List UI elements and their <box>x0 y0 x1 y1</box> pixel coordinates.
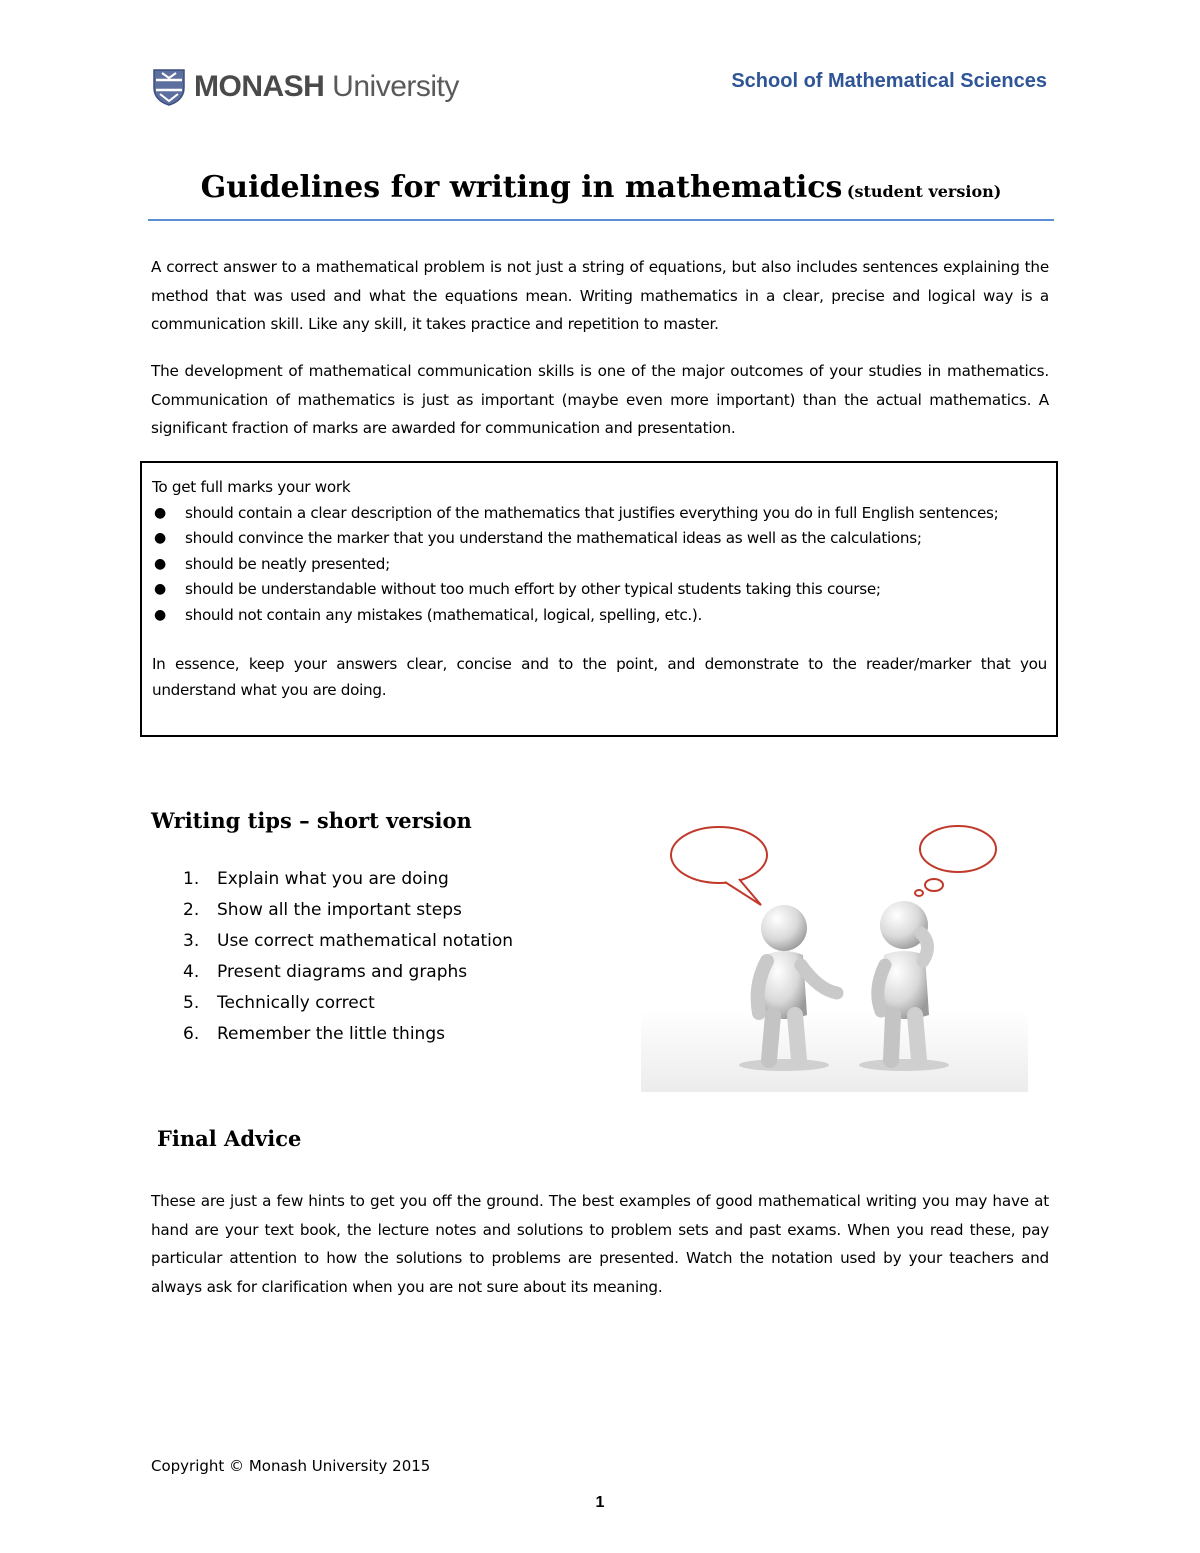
speech-bubble-icon <box>671 827 767 905</box>
list-item: 4. Present diagrams and graphs <box>183 962 468 982</box>
monash-logo <box>152 68 459 106</box>
box-lead: To get full marks your work <box>152 478 351 496</box>
bullet-icon: ● <box>154 581 166 597</box>
thought-bubble-icon <box>915 826 996 896</box>
list-item: 2. Show all the important steps <box>183 900 462 920</box>
bullet-icon: ● <box>154 530 166 546</box>
list-item: ● should not contain any mistakes (mathematical, logical, spelling, etc.). <box>152 603 1047 629</box>
logo-wordmark: MONASH University <box>194 70 459 103</box>
list-item: ● should contain a clear description of the mathematics that justifies everything you do in full English sentences; <box>152 501 1047 527</box>
list-item: ● should be neatly presented; <box>152 552 1047 578</box>
bullet-icon: ● <box>154 504 166 521</box>
full-marks-box <box>140 461 1058 737</box>
list-item: 6. Remember the little things <box>183 1024 445 1044</box>
page-number: 1 <box>595 1494 605 1511</box>
box-bullet-list <box>152 501 1047 629</box>
bullet-icon: ● <box>154 555 166 572</box>
title-main: Guidelines for writing in mathematics <box>200 170 843 205</box>
bullet-icon: ● <box>154 606 166 623</box>
final-advice-heading: Final Advice <box>157 1126 302 1151</box>
crest-icon <box>152 68 186 106</box>
title-sub: (student version) <box>846 182 1002 201</box>
list-item: ● should be understandable without too much effort by other typical students taking this course; <box>152 577 1047 603</box>
intro-paragraph-1: A correct answer to a mathematical problem is not just a string of equations, but also includes sentences explaining the method that was used and what the equations mean. Writing mathematics in a clear, precise and logical way is a communication skill. Like any skill, it takes practice and repetition to master. <box>151 258 1049 333</box>
list-item: ● should convince the marker that you understand the mathematical ideas as well as the calculations; <box>152 526 1047 552</box>
list-item: 5. Technically correct <box>183 993 375 1013</box>
page-title <box>148 170 1054 205</box>
tips-heading: Writing tips – short version <box>151 808 472 833</box>
copyright-notice: Copyright © Monash University 2015 <box>151 1457 431 1475</box>
box-essence: In essence, keep your answers clear, concise and to the point, and demonstrate to the reader/marker that you understand what you are doing. <box>152 655 1047 699</box>
tips-list <box>183 864 513 1050</box>
list-item: 3. Use correct mathematical notation <box>183 931 514 951</box>
intro-paragraph-2: The development of mathematical communication skills is one of the major outcomes of your studies in mathematics. Communication of mathematics is just as important (maybe even more important) than the actual mathematics. A significant fraction of marks are awarded for communication and presentation. <box>151 362 1049 437</box>
school-name: School of Mathematical Sciences <box>731 70 1047 92</box>
two-figures-illustration <box>641 815 1028 1092</box>
title-divider <box>148 219 1054 221</box>
list-item: 1. Explain what you are doing <box>183 869 449 889</box>
final-advice-paragraph: These are just a few hints to get you off the ground. The best examples of good mathematical writing you may have at hand are your text book, the lecture notes and solutions to problem sets and past exams. When you read these, pay particular attention to how the solutions to problems are presented. Watch the notation used by your teachers and always ask for clarification when you are not sure about its meaning. <box>151 1192 1049 1296</box>
